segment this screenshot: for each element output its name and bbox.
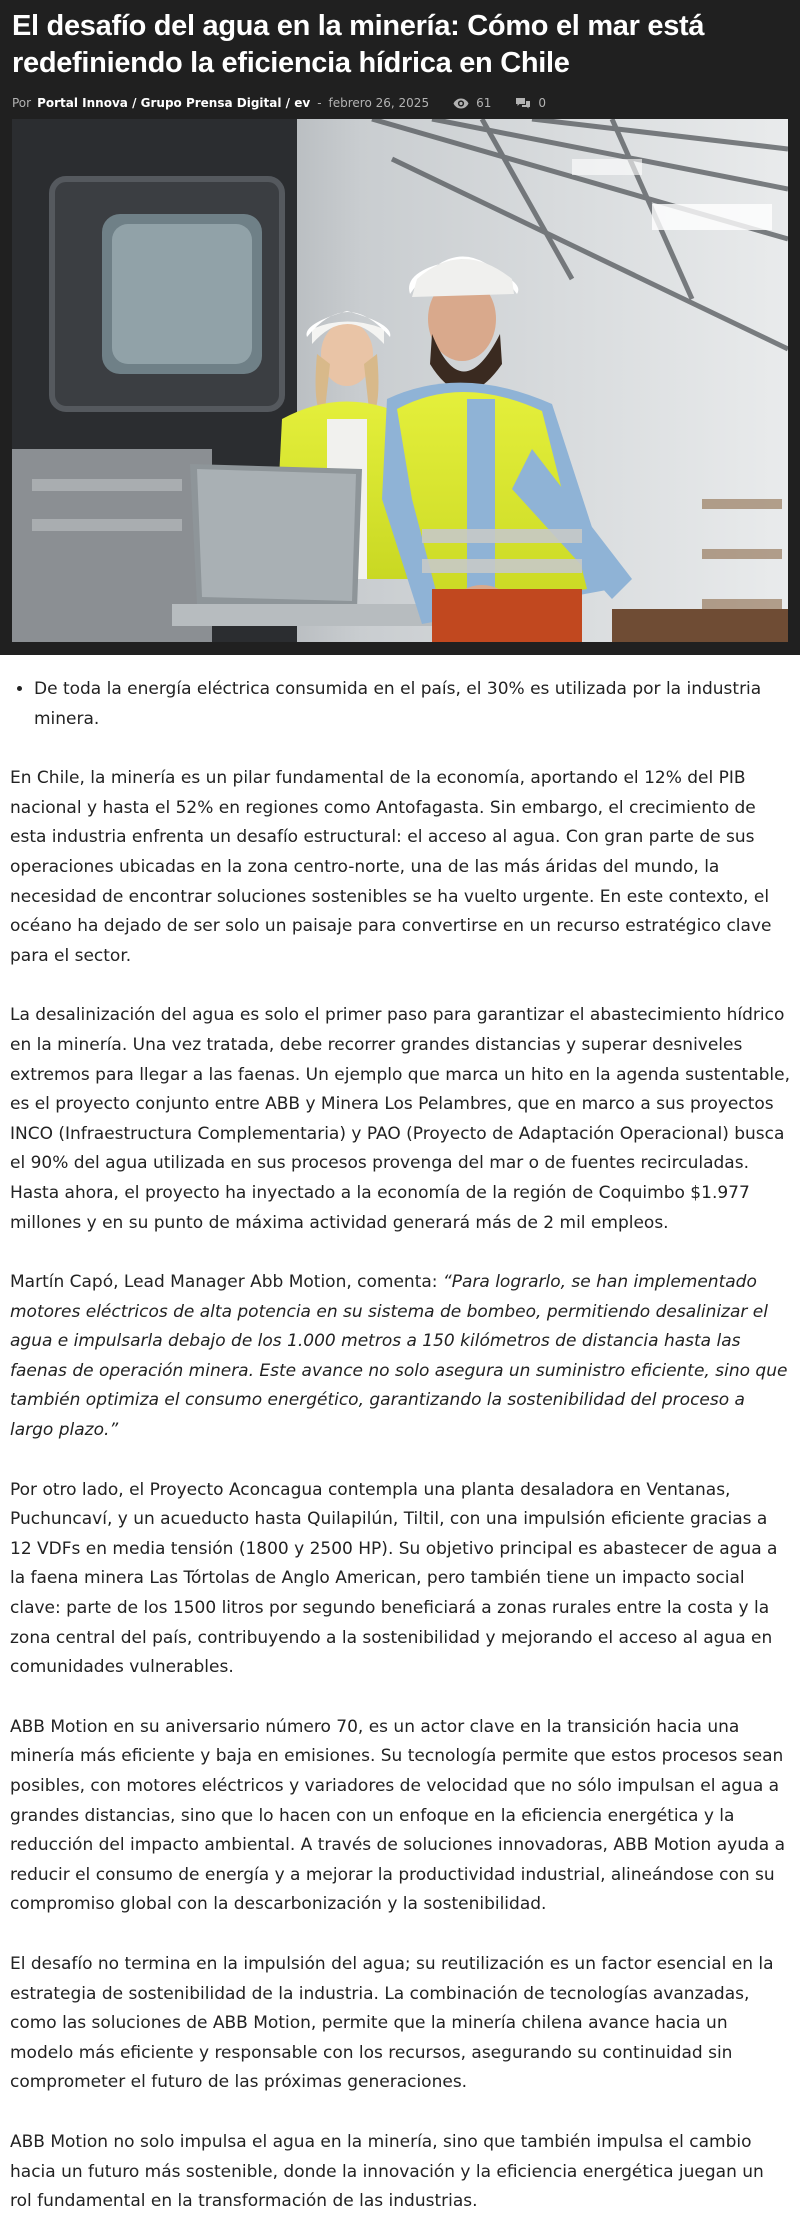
list-item: • De toda la energía eléctrica consumida en el país, el 30% es utilizada por la industria minera. [34, 675, 790, 734]
article-title: El desafío del agua en la minería: Cómo el mar está redefiniendo la eficiencia hídrica en Chile [12, 10, 705, 79]
hero-image [12, 119, 788, 642]
body-paragraph: ABB Motion no solo impulsa el agua en la minería, sino que también impulsa el cambio hacia un futuro más sostenible, donde la innovación y la eficiencia energética juegan un rol fundamental en la transformación de las industrias. [10, 2131, 764, 2212]
article-header [0, 0, 800, 655]
comments-count: 0 [538, 96, 546, 110]
by-label: Por [12, 96, 32, 110]
body-paragraph: El desafío no termina en la impulsión del agua; su reutilización es un factor esencial en la estrategia de sostenibilidad de la industria. La combinación de tecnologías avanzadas, como las soluciones de ABB Motion, permite que la minería chilena avance hacia un modelo más eficiente y responsable con los recursos, asegurando su continuidad sin comprometer el futuro de las próximas generaciones. [10, 1953, 774, 2093]
views-counter [453, 96, 491, 110]
meta-separator: - [317, 96, 322, 110]
eye-icon [453, 98, 469, 109]
article-body [0, 655, 800, 2216]
comments-icon [515, 97, 531, 109]
highlights-list [10, 675, 790, 734]
article-meta [12, 94, 788, 112]
body-paragraph: ABB Motion en su aniversario número 70, es un actor clave en la transición hacia una minería más eficiente y baja en emisiones. Su tecnología permite que estos procesos sean posibles, con motores eléctricos y variadores de velocidad que no sólo impulsan el agua a grandes distancias, sino que lo hacen con un enfoque en la eficiencia energética y la reducción del impacto ambiental. A través de soluciones innovadoras, ABB Motion ayuda a reducir el consumo de energía y a mejorar la productividad industrial, alineándose con su compromiso global con la descarbonización y la sostenibilidad. [10, 1716, 786, 1915]
publish-date: febrero 26, 2025 [328, 96, 430, 110]
author-link[interactable]: Portal Innova / Grupo Prensa Digital / ev [37, 96, 311, 110]
views-count: 61 [476, 96, 492, 110]
body-paragraph: La desalinización del agua es solo el primer paso para garantizar el abastecimiento hídrico en la minería. Una vez tratada, debe recorrer grandes distancias y superar desniveles extremos para llegar a las faenas. Un ejemplo que marca un hito en la agenda sustentable, es el proyecto conjunto entre ABB y Minera Los Pelambres, que en marco a sus proyectos INCO (Infraestructura Complementaria) y PAO (Proyecto de Adaptación Operacional) busca el 90% del agua utilizada en sus procesos provenga del mar o de fuentes recirculadas. Hasta ahora, el proyecto ha inyectado a la economía de la región de Coquimbo $1.977 millones y en su punto de máxima actividad generará más de 2 mil empleos. [10, 1005, 790, 1233]
quote-lead: Martín Capó, Lead Manager Abb Motion, comenta: [10, 1272, 443, 1293]
quote-text: “Para lograrlo, se han implementado motores eléctricos de alta potencia en su sistema de bombeo, permitiendo desalinizar el agua e impulsarla debajo de los 1.000 metros a 150 kilómetros de distancia hasta las faenas de operación minera. Este avance no solo asegura un suministro eficiente, sino que también optimiza el consumo energético, garantizando la sostenibilidad del proceso a largo plazo.” [10, 1272, 788, 1441]
body-paragraph: En Chile, la minería es un pilar fundamental de la economía, aportando el 12% del PIB nacional y hasta el 52% en regiones como Antofagasta. Sin embargo, el crecimiento de esta industria enfrenta un desafío estructural: el acceso al agua. Con gran parte de sus operaciones ubicadas en la zona centro-norte, una de las más áridas del mundo, la necesidad de encontrar soluciones sostenibles se ha vuelto urgente. En este contexto, el océano ha dejado de ser solo un paisaje para convertirse en un recurso estratégico clave para el sector. [10, 768, 772, 966]
industrial-engineers-photo [12, 119, 788, 642]
comments-link[interactable] [515, 96, 546, 110]
quote-paragraph [10, 1268, 790, 1446]
body-paragraph: Por otro lado, el Proyecto Aconcagua contempla una planta desaladora en Ventanas, Puchuncaví, y un acueducto hasta Quilapilún, Tiltil, con una impulsión eficiente gracias a 12 VDFs en media tensión (1800 y 2500 HP). Su objetivo principal es abastecer de agua a la faena minera Las Tórtolas de Anglo American, pero también tiene un impacto social clave: parte de los 1500 litros por segundo beneficiará a zonas rurales entre la costa y la zona central del país, contribuyendo a la sostenibilidad y mejorando el acceso al agua en comunidades vulnerables. [10, 1479, 778, 1678]
